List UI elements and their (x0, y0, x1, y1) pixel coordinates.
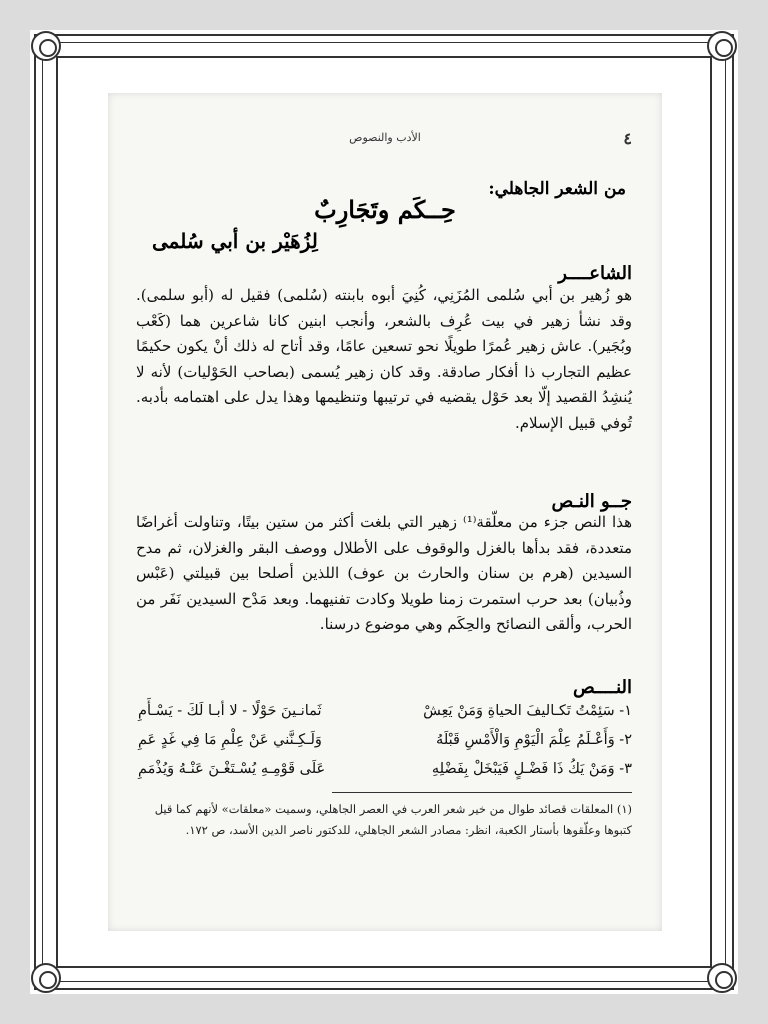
footnote-divider (332, 792, 632, 793)
verse-first-half-2: ٢- وَأَعْـلَمُ عِلْمَ الْيَوْمِ وَالْأَمْسِ قَبْلَهُ (436, 732, 632, 748)
poet-heading: الشاعــــر (558, 263, 632, 284)
verse-first-half-3: ٣- وَمَنْ يَكُ ذَا فَضْـلٍ فَيَبْخَلْ بِفَضْلِهِ (431, 761, 632, 777)
lesson-title: حِــكَم وتَجَارِبٌ (314, 195, 456, 224)
text-heading: النــــص (572, 677, 632, 698)
context-paragraph: هذا النص جزء من معلّقة⁽¹⁾ زهير التي بلغت أكثر من ستين بيتًا، وتناولت أغراضًا متعددة، فقد بدأها بالغزل والوقوف على الأطلال ووصف البقر والغزلان، ثم مدح السيدين (هرم بن سنان والحارث بن عوف) اللذين أصلحا بين قبيلتي (عَبْس وذُبيان) بعد حرب استمرت زمنا طويلا وكادت تفنيهما. وبعد مَدْح السيدين نَفَر من الحرب، وألقى النصائح والحِكَم وهي موضوع درسنا. (136, 513, 632, 633)
scanned-page (108, 93, 662, 931)
poet-paragraph: هو زُهير بن أبي سُلمى المُزَنِي، كُنِيَ أبوه بابنته (سُلمى) فقيل له (أبو سلمى). وقد نشأ زهير في بيت عُرِف بالشعر، وأنجب ابنين كانا شاعرين هما (كَعْب وبُجَير). عاش زهير عُمرًا طويلًا نحو تسعين عامًا، وقد أتاح له ذلك أنْ يكون حكيمًا عظيم التجارب ذا أفكار صادقة. وقد كان زهير يُسمى (بصاحب الحَوْليات) لأنه لا يُنشِدُ القصيد إلّا بعد حَوْل يقضيه في ترتيبها وتنظيمها وهذا يدل على اهتمامه بأدبه. تُوفي قبيل الإسلام. (136, 286, 632, 432)
page-number: ٤ (623, 129, 632, 148)
poem-author: لِزُهَيْر بن أبي سُلمى (152, 229, 318, 253)
verse-first-half-1: ١- سَئِمْتُ تَكـاليفَ الحياةِ وَمَنْ يَعِشْ (423, 703, 632, 719)
frame-corner-ornament-bl (31, 963, 61, 993)
frame-corner-ornament-br (707, 963, 737, 993)
section-label: من الشعر الجاهلي: (488, 179, 626, 199)
verse-second-half-1: ثَمانـينَ حَوْلًا - لا أبـا لَكَ - يَسْـأَمِ (138, 703, 322, 719)
verse-second-half-3: عَلَى قَوْمِـهِ يُسْـتَغْـنَ عَنْـهُ وَيُذْمَمِ (138, 761, 326, 777)
frame-corner-ornament-tl (31, 31, 61, 61)
footnote: (١) المعلقات قصائد طوال من خير شعر العرب في العصر الجاهلي، وسميت «معلقات» لأنهم كما قيل كتبوها وعلّقوها بأستار الكعبة، انظر: مصادر الشعر الجاهلي، للدكتور ناصر الدين الأسد، ص ١٧٢. (154, 802, 632, 837)
running-title: الأدب والنصوص (349, 131, 421, 144)
verse-second-half-2: وَلَـكِـنَّني عَنْ عِلْمِ مَا فِي غَدٍ عَمِ (138, 732, 322, 748)
context-heading: جــو النـص (551, 491, 632, 512)
page-header (138, 129, 632, 151)
frame-corner-ornament-tr (707, 31, 737, 61)
